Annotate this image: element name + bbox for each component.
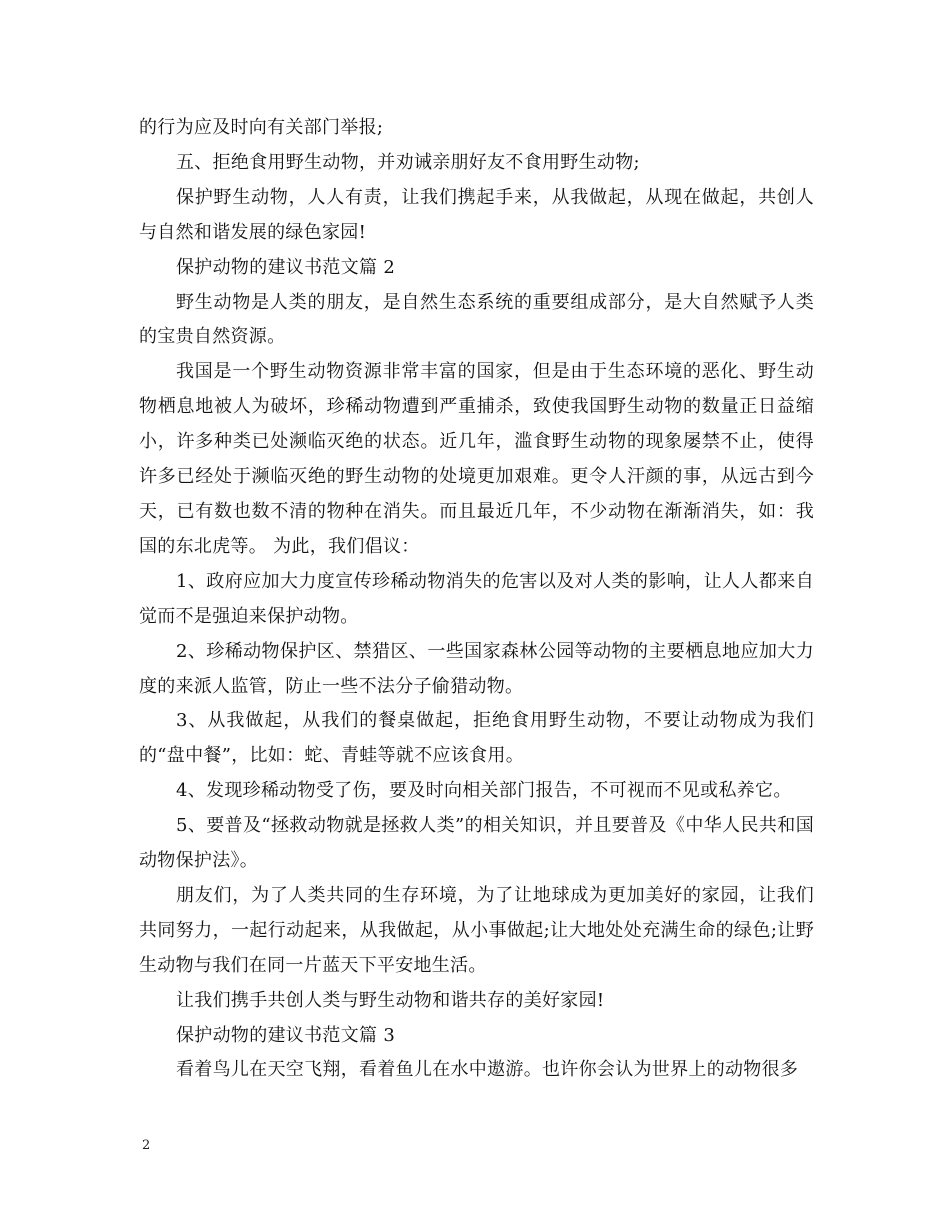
paragraph-3: 保护野生动物，人人有责，让我们携起手来，从我做起，从现在做起，共创人与自然和谐发展的绿色家园! xyxy=(139,186,814,243)
proposal-item-2: 2、珍稀动物保护区、禁猎区、一些国家森林公园等动物的主要栖息地应加大力度的来派人监管，防止一些不法分子偷猎动物。 xyxy=(139,640,814,697)
paragraph-2: 五、拒绝食用野生动物，并劝诫亲朋好友不食用野生动物; xyxy=(176,151,640,173)
page-number: 2 xyxy=(142,1138,151,1153)
proposal-item-3: 3、从我做起，从我们的餐桌做起，拒绝食用野生动物，不要让动物成为我们的“盘中餐”，比如：蛇、青蛙等就不应该食用。 xyxy=(139,710,814,767)
paragraph-1: 的行为应及时向有关部门举报; xyxy=(139,117,384,138)
document-body xyxy=(139,111,814,1088)
section-heading-2: 保护动物的建议书范文篇 2 xyxy=(176,256,396,278)
paragraph-12: 朋友们，为了人类共同的生存环境，为了让地球成为更加美好的家园，让我们共同努力，一起行动起来，从我做起，从小事做起;让大地处处充满生命的绿色;让野生动物与我们在同一片蓝天下平安地生活。 xyxy=(139,884,814,976)
proposal-item-4: 4、发现珍稀动物受了伤，要及时向相关部门报告，不可视而不见或私养它。 xyxy=(176,780,792,802)
paragraph-15: 看着鸟儿在天空飞翔，看着鱼儿在水中遨游。也许你会认为世界上的动物很多 xyxy=(176,1059,799,1081)
proposal-item-5: 5、要普及“拯救动物就是拯救人类”的相关知识，并且要普及《中华人民共和国动物保护法》。 xyxy=(139,815,814,872)
section-heading-3: 保护动物的建议书范文篇 3 xyxy=(176,1024,396,1046)
paragraph-13: 让我们携手共创人类与野生动物和谐共存的美好家园! xyxy=(176,989,605,1011)
proposal-item-1: 1、政府应加大力度宣传珍稀动物消失的危害以及对人类的影响，让人人都来自觉而不是强迫来保护动物。 xyxy=(139,570,814,627)
paragraph-6: 我国是一个野生动物资源非常丰富的国家，但是由于生态环境的恶化、野生动物栖息地被人为破坏，珍稀动物遭到严重捕杀，致使我国野生动物的数量正日益缩小，许多种类已处濒临灭绝的状态。近几年，滥食野生动物的现象屡禁不止，使得许多已经处于濒临灭绝的野生动物的处境更加艰难。更令人汗颜的事，从远古到今天，已有数也数不清的物种在消失。而且最近几年，不少动物在渐渐消失，如：我国的东北虎等。 为此，我们倡议： xyxy=(139,361,814,557)
paragraph-5: 野生动物是人类的朋友，是自然生态系统的重要组成部分，是大自然赋予人类的宝贵自然资源。 xyxy=(139,291,814,348)
